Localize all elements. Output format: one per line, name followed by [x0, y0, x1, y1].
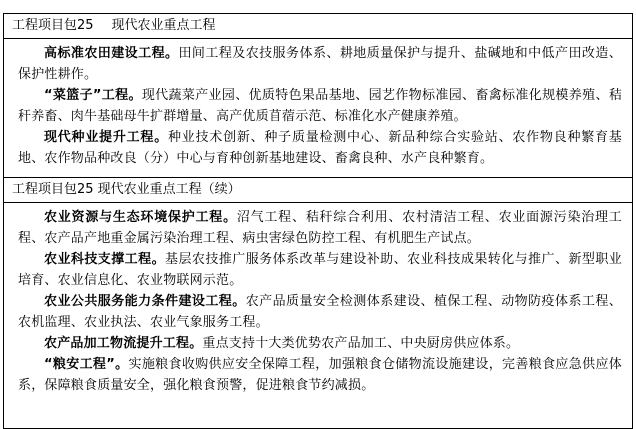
- project-item: [18, 291, 622, 333]
- section-header: 工程项目包25 现代农业重点工程（续）: [4, 178, 632, 203]
- section-header-title: 现代农业重点工程: [111, 18, 216, 33]
- project-item-text: 实施粮食收购供应安全保障工程，加强粮食仓储物流设施建设，完善粮食应急供应体系，保障粮食质量安全，强化粮食预警，促进粮食节约减损。: [18, 357, 622, 393]
- project-item-title: 农业资源与生态环境保护工程。: [44, 210, 237, 225]
- project-item: [18, 249, 622, 291]
- section-body: [4, 39, 632, 178]
- project-item-title: 农产品加工物流提升工程。: [44, 336, 203, 351]
- project-item-text: 田间工程及农技服务体系、耕地质量保护与提升、盐碱地和中低产田改造、保护性耕作。: [18, 46, 622, 82]
- project-item-title: “菜篮子”工程。: [44, 88, 142, 103]
- project-table: [3, 13, 633, 429]
- section-header: [4, 14, 632, 39]
- project-item: [18, 354, 622, 396]
- project-item-title: 农业公共服务能力条件建设工程。: [44, 294, 246, 309]
- section-body: [4, 203, 632, 428]
- section-project-package-25-continued: [4, 178, 632, 428]
- section-project-package-25: [4, 14, 632, 178]
- section-header-code: 工程项目包25: [12, 18, 94, 33]
- project-item: [18, 207, 622, 249]
- project-item-title: 农业科技支撑工程。: [44, 252, 166, 267]
- project-item-title: 现代种业提升工程。: [44, 130, 168, 145]
- project-item-text: 种业技术创新、种子质量检测中心、新品种综合实验站、农作物良种繁育基地、农作物品种改良（分）中心与育种创新基地建设、畜禽良种、水产良种繁育。: [18, 130, 622, 166]
- project-item-text: 沼气工程、秸秆综合利用、农村清洁工程、农业面源污染治理工程、农产品产地重金属污染治理工程、病虫害绿色防控工程、有机肥生产试点。: [18, 210, 622, 246]
- project-item-text: 基层农技推广服务体系改革与建设补助、农业科技成果转化与推广、新型职业培育、农业信息化、农业物联网示范。: [18, 252, 622, 288]
- project-item-title: 高标准农田建设工程。: [44, 46, 179, 61]
- project-item: [18, 43, 622, 85]
- project-item: [18, 127, 622, 169]
- project-item: [18, 85, 622, 127]
- project-item-text: 现代蔬菜产业园、优质特色果品基地、园艺作物标准园、畜禽标准化规模养殖、秸秆养畜、肉牛基础母牛扩群增量、高产优质苜蓿示范、标准化水产健康养殖。: [18, 88, 622, 124]
- project-item: [18, 333, 622, 354]
- project-item-text: 农产品质量安全检测体系建设、植保工程、动物防疫体系工程、农机监理、农业执法、农业气象服务工程。: [18, 294, 622, 330]
- project-item-text: 重点支持十大类优势农产品加工、中央厨房供应体系。: [202, 336, 520, 351]
- project-item-title: “粮安工程”。: [44, 357, 129, 372]
